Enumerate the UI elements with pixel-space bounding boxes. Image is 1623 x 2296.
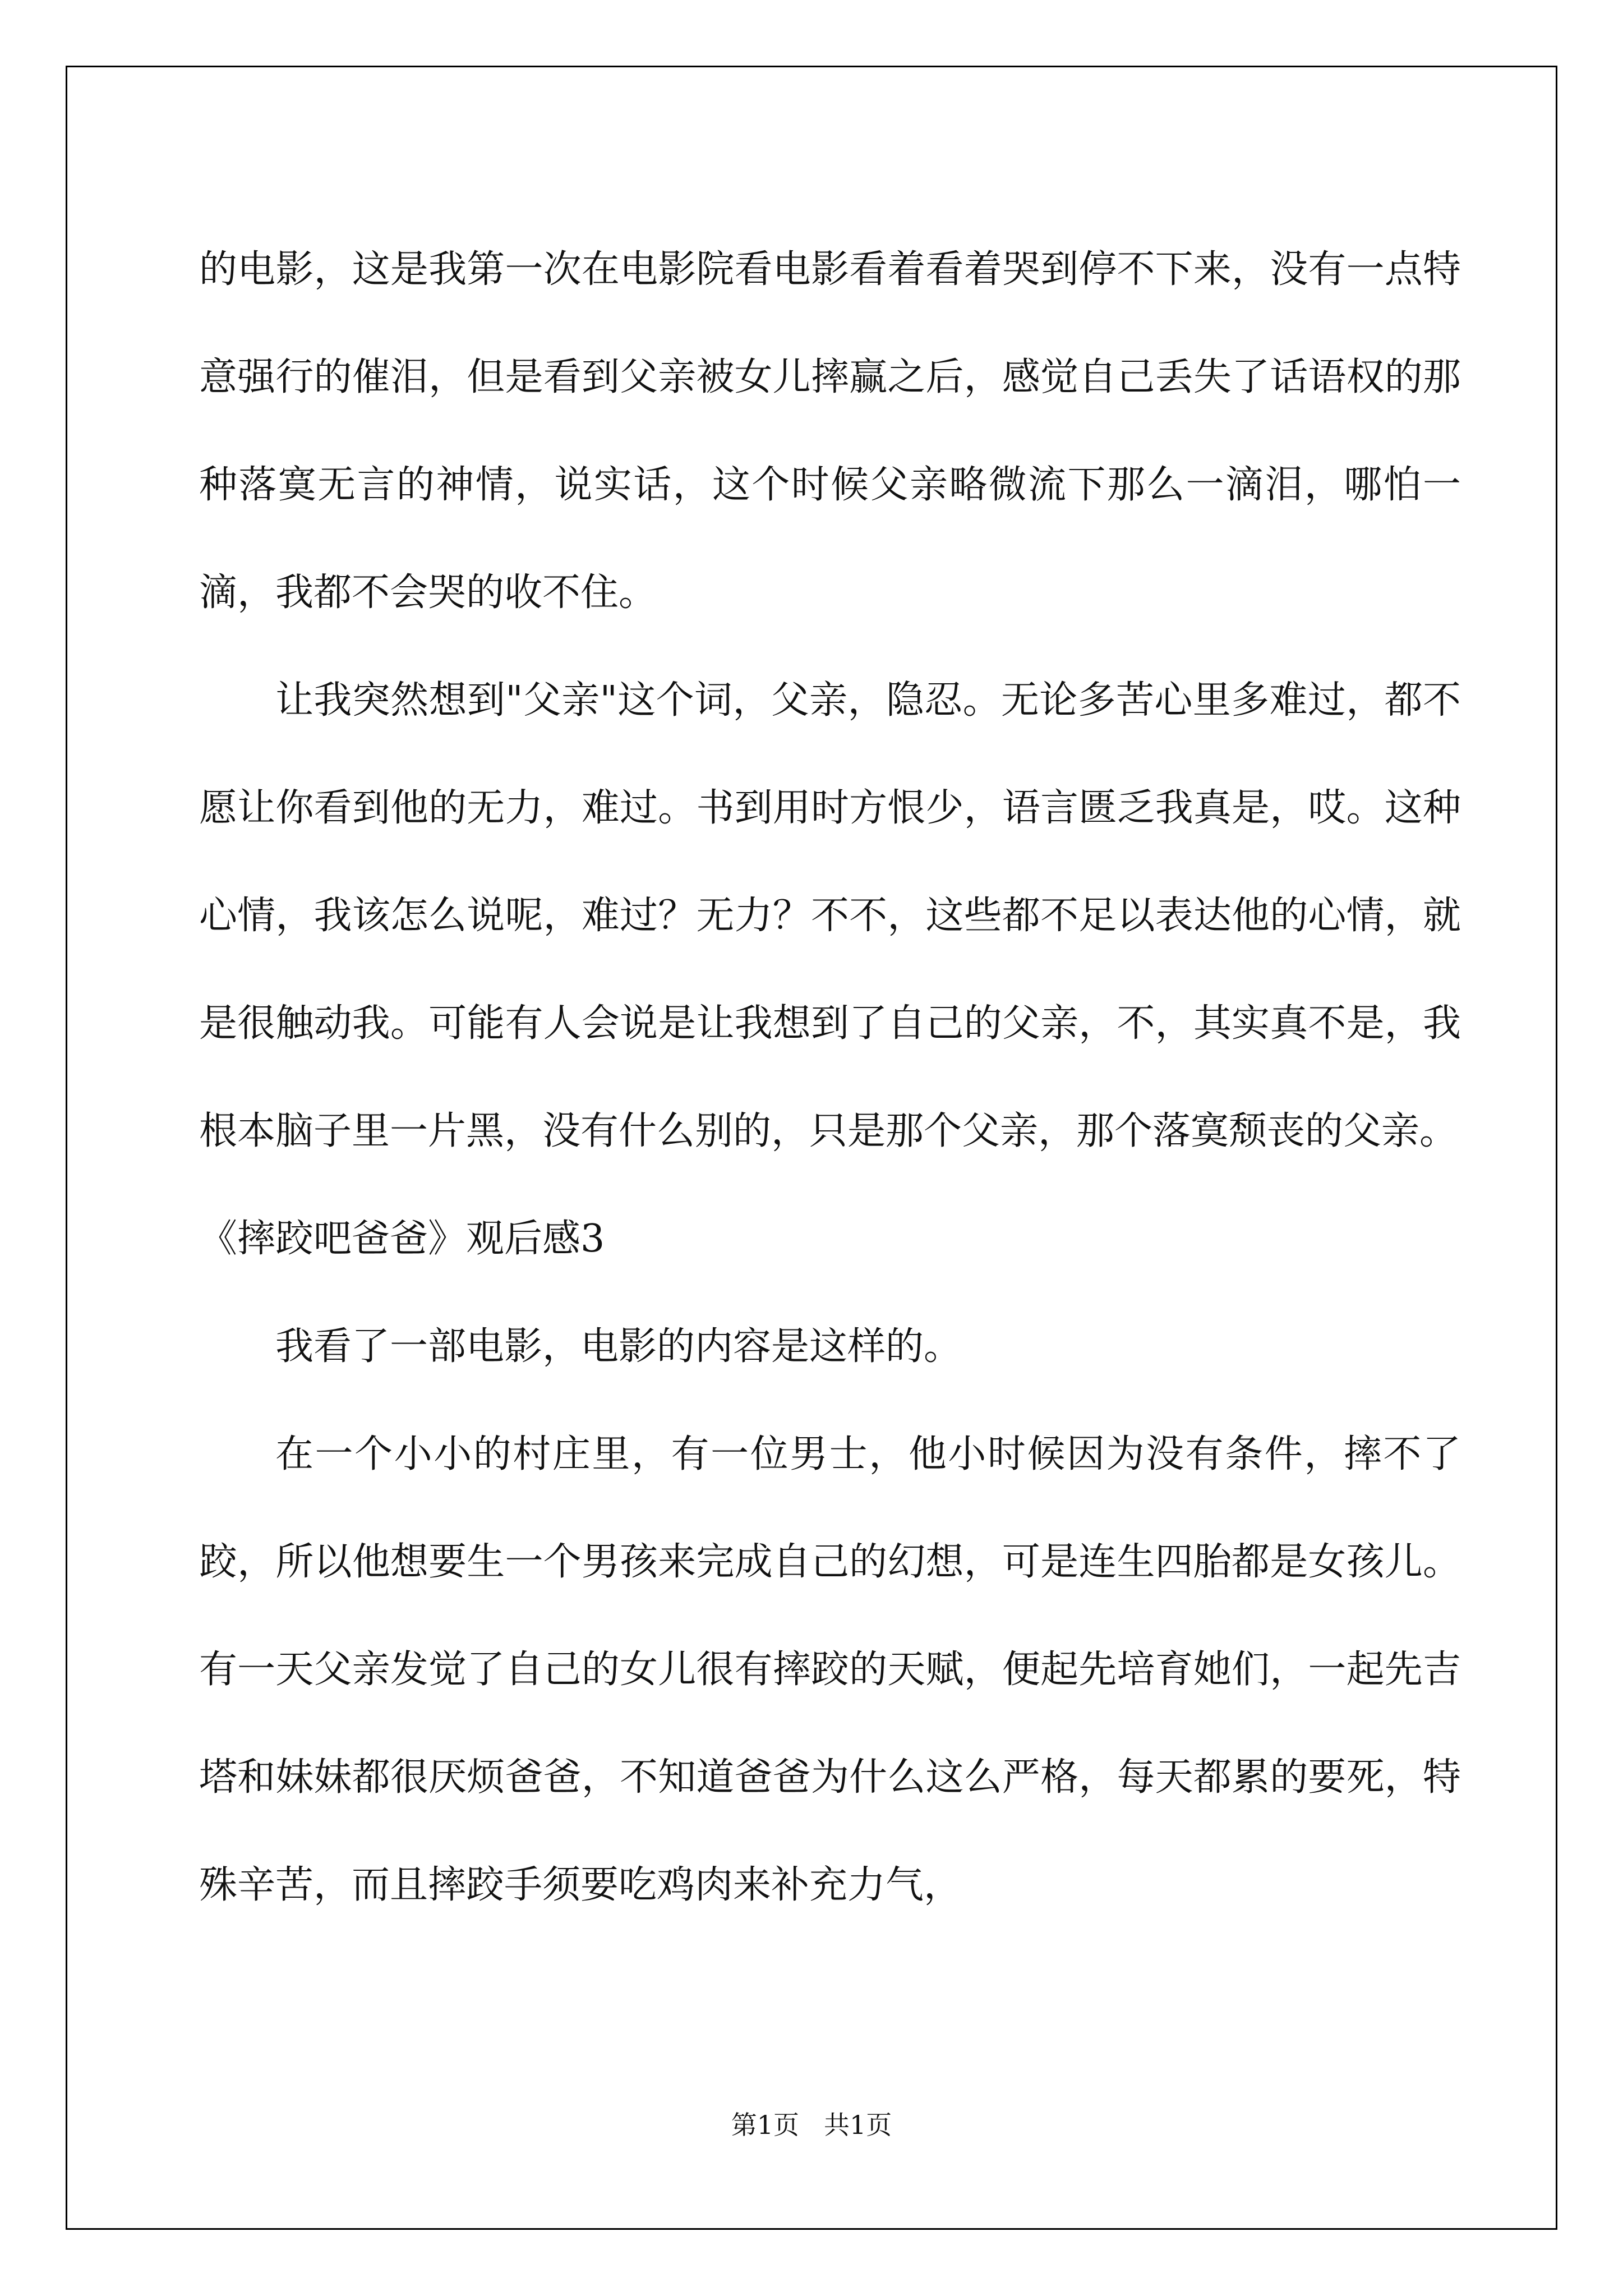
paragraph: 让我突然想到"父亲"这个词，父亲，隐忍。无论多苦心里多难过，都不愿让你看到他的无力，难过。书到用时方恨少，语言匮乏我真是，哎。这种心情，我该怎么说呢，难过？无力？不不，这些都不足以表达他的心情，就是很触动我。可能有人会说是让我想到了自己的父亲，不，其实真不是，我根本脑子里一片黑，没有什么别的，只是那个父亲，那个落寞颓丧的父亲。 xyxy=(199,678,1461,1153)
page-footer xyxy=(0,2105,1623,2142)
page-total: 共1页 xyxy=(823,2110,892,2140)
paragraph-continued: 的电影，这是我第一次在电影院看电影看着看着哭到停不下来，没有一点特意强行的催泪，但是看到父亲被女儿摔赢之后，感觉自己丢失了话语权的那种落寞无言的神情，说实话，这个时候父亲略微流下那么一滴泪，哪怕一滴，我都不会哭的收不住。 xyxy=(199,247,1461,615)
paragraph: 我看了一部电影，电影的内容是这样的。 xyxy=(275,1324,962,1369)
page-number: 第1页 xyxy=(731,2110,800,2140)
paragraph: 在一个小小的村庄里，有一位男士，他小时候因为没有条件，摔不了跤，所以他想要生一个男孩来完成自己的幻想，可是连生四胎都是女孩儿。有一天父亲发觉了自己的女儿很有摔跤的天赋，便起先培育她们，一起先吉塔和妹妹都很厌烦爸爸，不知道爸爸为什么这么严格，每天都累的要死，特殊辛苦，而且摔跤手须要吃鸡肉来补充力气， xyxy=(199,1432,1461,1907)
document-body xyxy=(199,216,1461,1939)
section-heading: 《摔跤吧爸爸》观后感3 xyxy=(199,1217,605,1261)
